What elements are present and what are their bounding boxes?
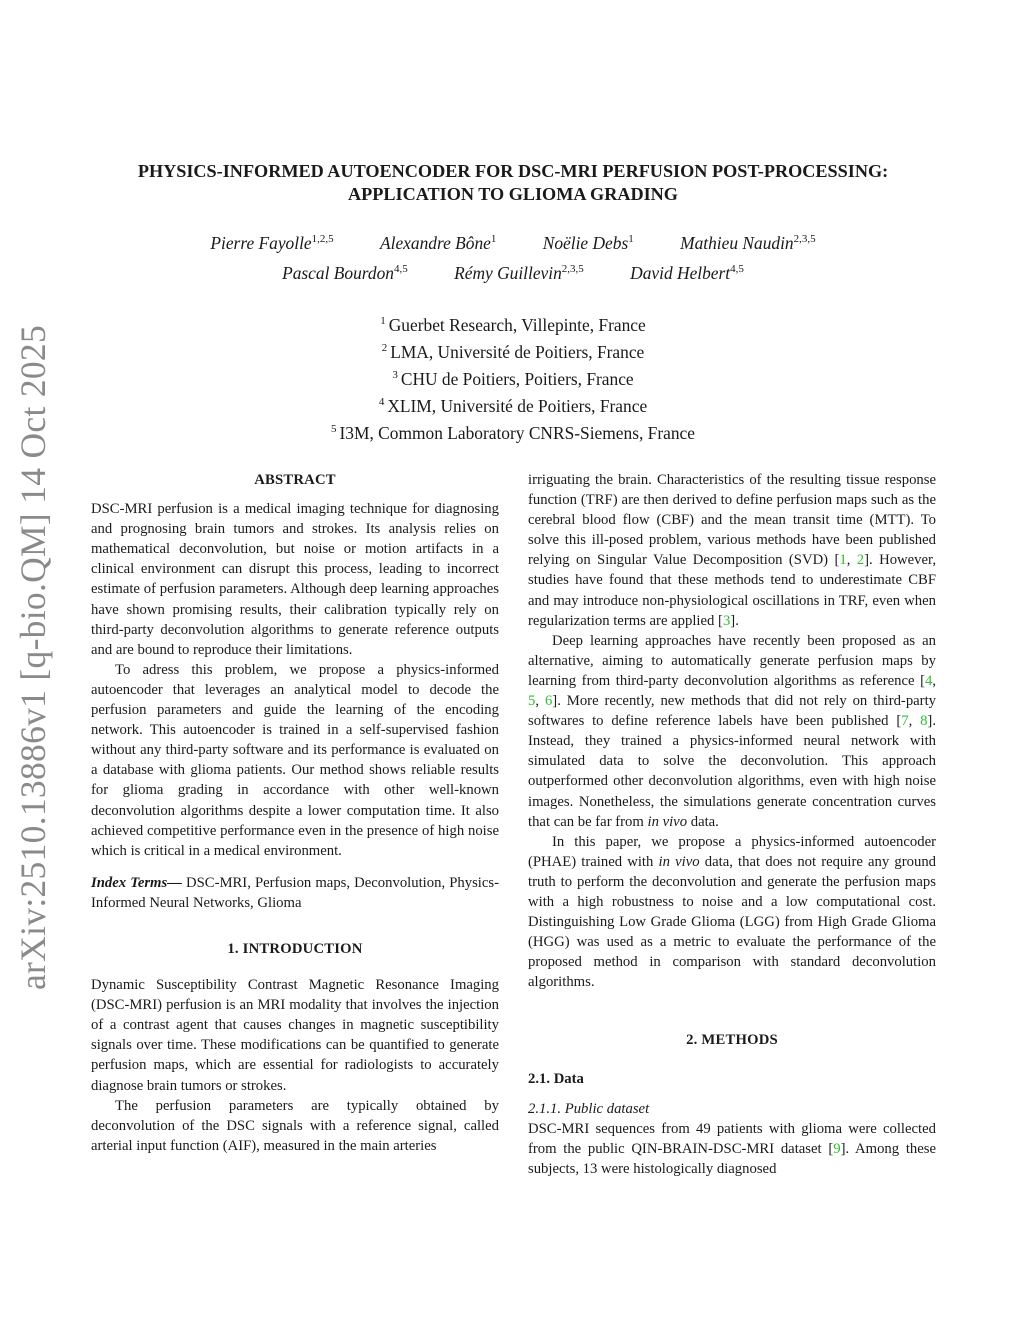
author [380, 233, 496, 253]
index-terms [91, 873, 499, 913]
affiliation-number: 1 [380, 315, 386, 327]
author-name: David Helbert [630, 263, 731, 283]
author-name: Rémy Guillevin [454, 263, 562, 283]
citation-link[interactable]: 7 [901, 713, 909, 730]
citation-separator: , [535, 693, 545, 710]
citation-separator: , [908, 713, 921, 730]
methods-heading: 2. METHODS [686, 1032, 778, 1049]
author-row-1 [40, 233, 986, 254]
affiliations [150, 310, 876, 444]
text-run: data. [687, 813, 719, 830]
arxiv-identifier: arXiv:2510.13886v1 [q-bio.QM] 14 Oct 2025 [13, 324, 53, 990]
intro-paragraph-1: Dynamic Susceptibility Contrast Magnetic Resonance Imaging (DSC-MRI) perfusion is an MRI modality that involves the injection of a contrast agent that causes changes in magnetic susceptibility signals over time. These modifications can be quantified to generate perfusion maps, which are essential for radiologists to accurately diagnose brain tumors or strokes. [91, 977, 499, 1094]
author [210, 233, 333, 253]
affiliation-4 [150, 391, 876, 418]
citation-bracket: [ [920, 672, 925, 689]
affiliation-text: LMA, Université de Poitiers, France [390, 341, 645, 362]
text-run: Deep learning approaches have recently been proposed as an alternative, aiming to automatically generate perfusion maps by learning from third-party deconvolution algorithms as reference [528, 632, 936, 689]
author-affiliation-mark: 1,2,5 [311, 233, 334, 246]
citation-bracket: [ [718, 612, 723, 629]
author-name: Pascal Bourdon [282, 263, 394, 283]
right-column [528, 470, 936, 1179]
abstract-paragraph-2: To adress this problem, we propose a physics-informed autoencoder that leverages an analytical model to decode the perfusion parameters and guide the learning of the encoding network. This autoencoder is trained in a self-supervised fashion without any third-party software and its performance is evaluated on a database with glioma patients. Our method shows reliable results for glioma grading in accordance with other well-known deconvolution algorithms despite a lower computation time. It also achieved competitive performance even in the presence of high noise which is critical in a medical environment. [91, 661, 499, 859]
citation-link[interactable]: 8 [920, 713, 928, 730]
affiliation-5 [150, 418, 876, 445]
author-affiliation-mark: 1 [490, 233, 497, 246]
author-affiliation-mark: 2,3,5 [561, 263, 584, 276]
paper-title [70, 160, 956, 206]
title-line-1: PHYSICS-INFORMED AUTOENCODER FOR DSC-MRI PERFUSION POST-PROCESSING: [137, 161, 889, 181]
citation-separator: , [846, 552, 857, 569]
author-row-2 [40, 263, 986, 284]
citation-link[interactable]: 6 [544, 693, 553, 710]
affiliation-text: I3M, Common Laboratory CNRS-Siemens, France [339, 422, 695, 443]
citation-bracket: [ [828, 1140, 834, 1157]
text-run: In this paper, we propose a physics-informed autoencoder (PHAE) trained with [528, 833, 936, 870]
author [454, 263, 584, 283]
italic-text: in vivo [658, 853, 700, 870]
affiliation-number: 2 [381, 341, 388, 354]
text-run: . Instead, they trained a physics-informed neural network with simulated data to solve the deconvolution. This approach outperformed other deconvolution algorithms, even with high noise images. Nonetheless, the simulations generate concentration curves that can be far from [528, 713, 936, 830]
citation-bracket: [ [834, 552, 840, 569]
citation-bracket: ] [927, 713, 933, 730]
text-run: . More recently, new methods that did not rely on third-party softwares to define reference labels have been published [528, 693, 936, 730]
abstract-heading: ABSTRACT [254, 472, 336, 488]
citation-link[interactable]: 2 [856, 552, 865, 569]
affiliation-text: XLIM, Université de Poitiers, France [387, 395, 648, 416]
index-terms-label: Index Terms— [91, 874, 182, 891]
title-line-2: APPLICATION TO GLIOMA GRADING [348, 184, 678, 204]
affiliation-2 [150, 337, 876, 364]
text-run: data, that does not require any ground truth to perform the deconvolution and generate the perfusion maps with a high robustness to noise and a low computational cost. Distinguishing Low Grade Glioma (LGG) from High Grade Glioma (HGG) was used as a metric to evaluate the performance of the proposed method in comparison with standard deconvolution algorithms. [528, 853, 937, 991]
citation-bracket: ] [840, 1140, 846, 1157]
affiliation-1 [150, 310, 876, 337]
text-run: . [735, 612, 739, 629]
affiliation-text: Guerbet Research, Villepinte, France [388, 314, 646, 335]
author-affiliation-mark: 2,3,5 [793, 233, 816, 246]
author-affiliation-mark: 4,5 [730, 263, 744, 276]
author [282, 263, 408, 283]
data-subsection-heading: 2.1. Data [528, 1070, 584, 1087]
author [680, 233, 816, 253]
author-name: Mathieu Naudin [680, 233, 794, 253]
author-name: Alexandre Bône [379, 233, 491, 253]
author [630, 263, 744, 283]
author [543, 233, 634, 253]
index-terms-text: DSC-MRI, Perfusion maps, Deconvolution, Physics-Informed Neural Networks, Glioma [91, 874, 499, 911]
left-column [91, 470, 499, 1156]
citation-link[interactable]: 9 [833, 1140, 841, 1157]
abstract-paragraph-1: DSC-MRI perfusion is a medical imaging technique for diagnosing and prognosing brain tumors and strokes. Its analysis relies on mathematical deconvolution, but noise or motion artifacts in a clinical environment can disrupt this process, leading to incorrect estimate of perfusion parameters. Although deep learning approaches have shown promising results, their calibration typically rely on third-party deconvolution algorithms to generate reference outputs and are bound to reproduce their limitations. [91, 501, 499, 658]
citation-link[interactable]: 3 [722, 612, 731, 629]
affiliation-number: 5 [331, 422, 337, 435]
citation-bracket: ] [730, 612, 736, 629]
author-name: Noëlie Debs [542, 233, 629, 253]
author-affiliation-mark: 4,5 [394, 263, 408, 276]
citation-separator: , [932, 672, 936, 689]
citation-link[interactable]: 5 [528, 693, 536, 710]
italic-text: in vivo [647, 813, 688, 830]
text-run: irriguating the brain. Characteristics of the resulting tissue response function (TRF) are then derived to define perfusion maps such as the cerebral blood flow (CBF) and the mean transit time (MTT). To solve this ill-posed problem, various methods have been published relying on Singular Value Decomposition (SVD) [528, 472, 936, 569]
citation-bracket: [ [896, 713, 902, 730]
text-run: . However, studies have found that these methods tend to underestimate CBF and may introduce non-physiological oscillations in TRF, even when regularization terms are applied [528, 552, 937, 629]
author-name: Pierre Fayolle [210, 233, 312, 253]
citation-link[interactable]: 1 [839, 552, 847, 569]
affiliation-3 [150, 364, 876, 391]
intro-paragraph-4 [528, 832, 936, 993]
methods-paragraph-1 [528, 1119, 936, 1179]
author-affiliation-mark: 1 [628, 233, 634, 246]
text-run: . Among these subjects, 13 were histologically diagnosed [528, 1140, 937, 1177]
public-dataset-heading: 2.1.1. Public dataset [528, 1100, 650, 1117]
citation-bracket: ] [552, 693, 558, 710]
affiliation-text: CHU de Poitiers, Poitiers, France [400, 368, 634, 389]
intro-paragraph-3 [528, 631, 936, 832]
affiliation-number: 3 [392, 368, 398, 381]
intro-paragraph-2: The perfusion parameters are typically obtained by deconvolution of the DSC signals with a reference signal, called arterial input function (AIF), measured in the main arteries [91, 1097, 499, 1154]
citation-link[interactable]: 4 [924, 672, 933, 689]
citation-bracket: ] [864, 552, 870, 569]
text-run: DSC-MRI sequences from 49 patients with glioma were collected from the public QIN-BRAIN-DSC-MRI dataset [528, 1120, 936, 1157]
affiliation-number: 4 [378, 395, 385, 408]
introduction-heading: 1. INTRODUCTION [227, 940, 363, 957]
intro-paragraph-2-continued [528, 470, 936, 631]
